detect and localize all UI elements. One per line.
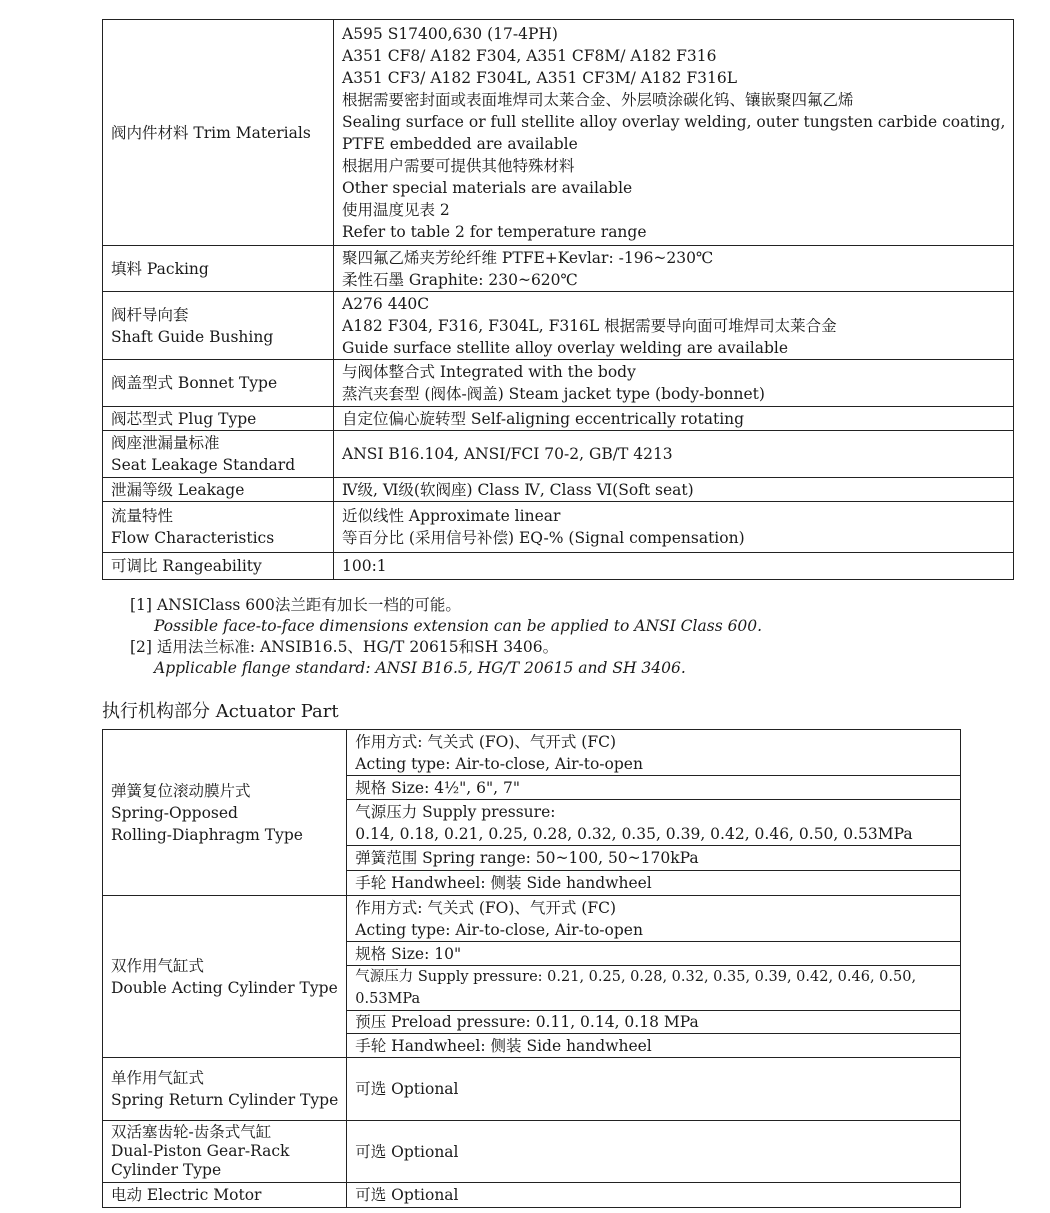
table-row [103,1058,961,1121]
row-value: 气源压力 Supply pressure: 0.21, 0.25, 0.28, 0.32, 0.35, 0.39, 0.42, 0.46, 0.50, 0.53MPa [347,966,961,1011]
row-label: 阀盖型式 Bonnet Type [103,360,334,407]
table-row [103,553,1014,580]
label-line: 阀座泄漏量标准 [111,434,220,452]
label-line: Seat Leakage Standard [111,456,296,474]
row-label [103,1121,347,1183]
row-value [334,502,1014,553]
label-line: Flow Characteristics [111,529,275,547]
value-line: 作用方式: 气关式 (FO)、气开式 (FC) [355,898,617,917]
row-label [103,730,347,896]
row-value: 手轮 Handwheel: 侧装 Side handwheel [347,1034,961,1058]
row-value: 手轮 Handwheel: 侧装 Side handwheel [347,871,961,896]
section-title: 执行机构部分 Actuator Part [102,701,339,722]
value-line: Acting type: Air-to-close, Air-to-open [355,920,643,939]
value-line: 使用温度见表 2 [342,200,450,219]
row-label [103,1058,347,1121]
row-value: 规格 Size: 10" [347,942,961,966]
value-line: 等百分比 (采用信号补偿) EQ-% (Signal compensation) [342,529,745,547]
actuator-table [102,729,961,1208]
trim-material-table [102,19,1014,580]
table-row [103,1183,961,1208]
table-row [103,407,1014,431]
row-value: 弹簧范围 Spring range: 50~100, 50~170kPa [347,846,961,871]
table-row [103,730,961,776]
label-line: Cylinder Type [111,1161,222,1179]
table-row [103,20,1014,246]
value-line: 作用方式: 气关式 (FO)、气开式 (FC) [355,732,617,751]
footnotes [130,595,1010,679]
table-row [103,502,1014,553]
value-line: 气源压力 Supply pressure: [355,802,556,821]
row-label [103,896,347,1058]
row-value: Ⅳ级, Ⅵ级(软阀座) Class Ⅳ, Class Ⅵ(Soft seat) [334,478,1014,502]
row-value: ANSI B16.104, ANSI/FCI 70-2, GB/T 4213 [334,431,1014,478]
row-value: 预压 Preload pressure: 0.11, 0.14, 0.18 MPa [347,1011,961,1034]
value-line: 0.14, 0.18, 0.21, 0.25, 0.28, 0.32, 0.35, 0.39, 0.42, 0.46, 0.50, 0.53MPa [355,824,913,843]
label-line: Dual-Piston Gear-Rack [111,1142,290,1160]
value-line: 根据用户需要可提供其他特殊材料 [342,156,575,175]
value-line: A351 CF8/ A182 F304, A351 CF8M/ A182 F316 [342,46,717,65]
row-value [347,896,961,942]
label-line: 阀杆导向套 [111,305,189,324]
label-line: 单作用气缸式 [111,1069,205,1087]
row-value: 可选 Optional [347,1058,961,1121]
value-line: PTFE embedded are available [342,134,578,153]
value-line: A351 CF3/ A182 F304L, A351 CF3M/ A182 F316L [342,68,738,87]
row-value [334,20,1014,246]
footnote-cn: [1] ANSIClass 600法兰距有加长一档的可能。 [130,596,461,614]
value-line: Guide surface stellite alloy overlay welding are available [342,338,789,357]
row-value: 自定位偏心旋转型 Self-aligning eccentrically rotating [334,407,1014,431]
value-line: Refer to table 2 for temperature range [342,222,647,241]
value-line: 近似线性 Approximate linear [342,507,561,525]
row-value [334,246,1014,292]
row-label: 填料 Packing [103,246,334,292]
table-row [103,896,961,942]
row-label [103,431,334,478]
label-line: Shaft Guide Bushing [111,327,274,346]
label-line: Spring-Opposed [111,803,238,822]
row-value [347,800,961,846]
value-line: Other special materials are available [342,178,633,197]
row-value: 可选 Optional [347,1121,961,1183]
row-value: 规格 Size: 4½", 6", 7" [347,776,961,800]
value-line: Sealing surface or full stellite alloy overlay welding, outer tungsten carbide coating, [342,112,1006,131]
label-line: 弹簧复位滚动膜片式 [111,781,251,800]
label-line: Spring Return Cylinder Type [111,1091,339,1109]
value-line: A276 440C [342,294,430,313]
row-label: 泄漏等级 Leakage [103,478,334,502]
row-label: 可调比 Rangeability [103,553,334,580]
row-value [347,730,961,776]
value-line: 蒸汽夹套型 (阀体-阀盖) Steam jacket type (body-bonnet) [342,385,765,403]
label-line: 流量特性 [111,507,174,525]
row-value: 可选 Optional [347,1183,961,1208]
value-line: 根据需要密封面或表面堆焊司太莱合金、外层喷涂碳化钨、镶嵌聚四氟乙烯 [342,90,854,109]
table-row [103,246,1014,292]
footnote-en: Applicable flange standard: ANSI B16.5, HG/T 20615 and SH 3406. [154,659,686,677]
table-row [103,292,1014,360]
label-line: Rolling-Diaphragm Type [111,825,303,844]
label-line: Double Acting Cylinder Type [111,978,338,997]
label-line: 双活塞齿轮-齿条式气缸 [111,1123,272,1141]
value-line: Acting type: Air-to-close, Air-to-open [355,754,643,773]
row-label [103,292,334,360]
table-row [103,431,1014,478]
value-line: A595 S17400,630 (17-4PH) [342,24,558,43]
footnote-en: Possible face-to-face dimensions extension can be applied to ANSI Class 600. [154,617,763,635]
value-line: 柔性石墨 Graphite: 230~620℃ [342,270,578,289]
row-label: 阀内件材料 Trim Materials [103,20,334,246]
table-row [103,1121,961,1183]
value-line: 聚四氟乙烯夹芳纶纤维 PTFE+Kevlar: -196~230℃ [342,248,714,267]
table-row [103,360,1014,407]
value-line: 与阀体整合式 Integrated with the body [342,363,636,381]
row-value [334,292,1014,360]
footnote-cn: [2] 适用法兰标准: ANSIB16.5、HG/T 20615和SH 3406。 [130,638,559,656]
table-row [103,478,1014,502]
row-label: 电动 Electric Motor [103,1183,347,1208]
row-label: 阀芯型式 Plug Type [103,407,334,431]
row-label [103,502,334,553]
value-line: A182 F304, F316, F304L, F316L 根据需要导向面可堆焊司太莱合金 [342,316,837,335]
label-line: 双作用气缸式 [111,956,205,975]
row-value: 100:1 [334,553,1014,580]
row-value [334,360,1014,407]
